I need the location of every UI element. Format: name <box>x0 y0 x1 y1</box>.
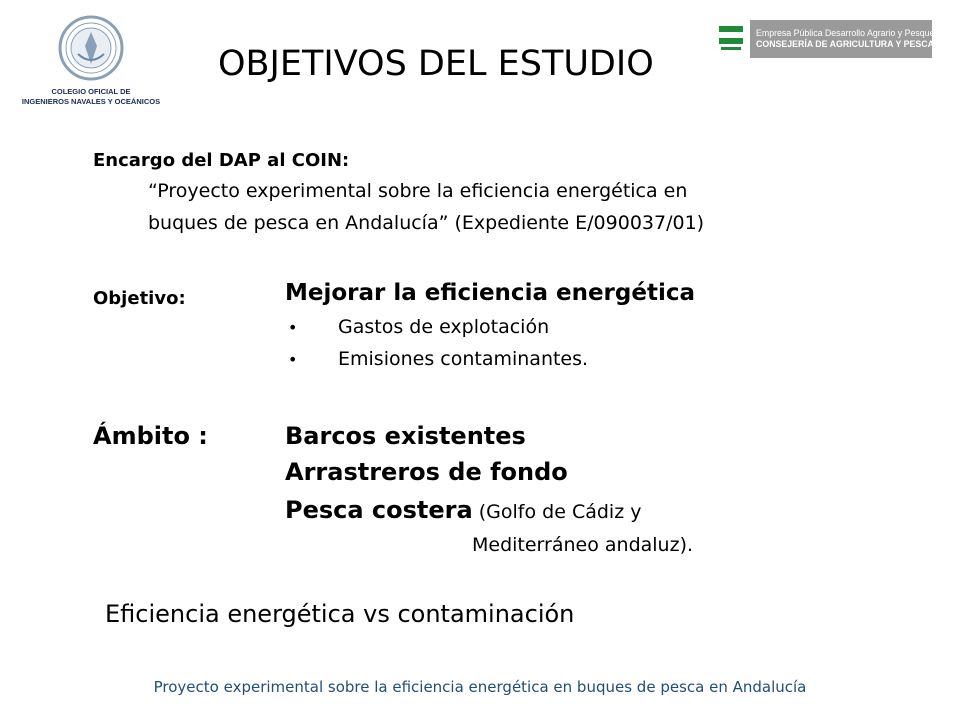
commission-label: Encargo del DAP al COIN: <box>93 150 350 171</box>
junta-text-block <box>750 20 942 58</box>
commission-line-2: buques de pesca en Andalucía” (Expediente E/090037/01) <box>148 212 705 234</box>
coin-caption-line-1: COLEGIO OFICIAL DE <box>51 87 131 96</box>
scope-item-3-heading: Pesca costera <box>285 496 473 524</box>
objective-item-2: Emisiones contaminantes. <box>338 348 589 370</box>
junta-logo <box>712 20 943 58</box>
slide-footer: Proyecto experimental sobre la eficiencia energética en buques de pesca en Andalucía <box>153 678 807 696</box>
scope-item-3 <box>285 496 641 524</box>
objective-headline: Mejorar la eficiencia energética <box>285 280 695 306</box>
commission-line-1: “Proyecto experimental sobre la eficiencia energética en <box>148 180 688 202</box>
objective-item-1: Gastos de explotación <box>338 316 550 338</box>
scope-label: Ámbito : <box>93 422 208 450</box>
scope-item-3-note-continued: Mediterráneo andaluz). <box>472 534 694 556</box>
scope-item-1: Barcos existentes <box>285 422 526 450</box>
slide-title: OBJETIVOS DEL ESTUDIO <box>218 44 654 84</box>
junta-line-1: Empresa Pública Desarrollo Agrario y Pesquero <box>756 28 943 38</box>
objective-label: Objetivo: <box>93 288 186 309</box>
junta-line-2: CONSEJERÍA DE AGRICULTURA Y PESCA <box>756 39 934 49</box>
coin-caption-line-2: INGENIEROS NAVALES Y OCEÁNICOS <box>21 97 161 106</box>
bullet-icon: • <box>288 318 298 337</box>
coin-seal-icon <box>60 17 122 79</box>
scope-item-3-note: (Golfo de Cádiz y <box>472 501 642 523</box>
bullet-icon: • <box>288 350 298 369</box>
scope-item-2: Arrastreros de fondo <box>285 458 568 486</box>
junta-emblem-icon <box>712 20 750 58</box>
slide-tagline: Eficiencia energética vs contaminación <box>105 600 575 628</box>
